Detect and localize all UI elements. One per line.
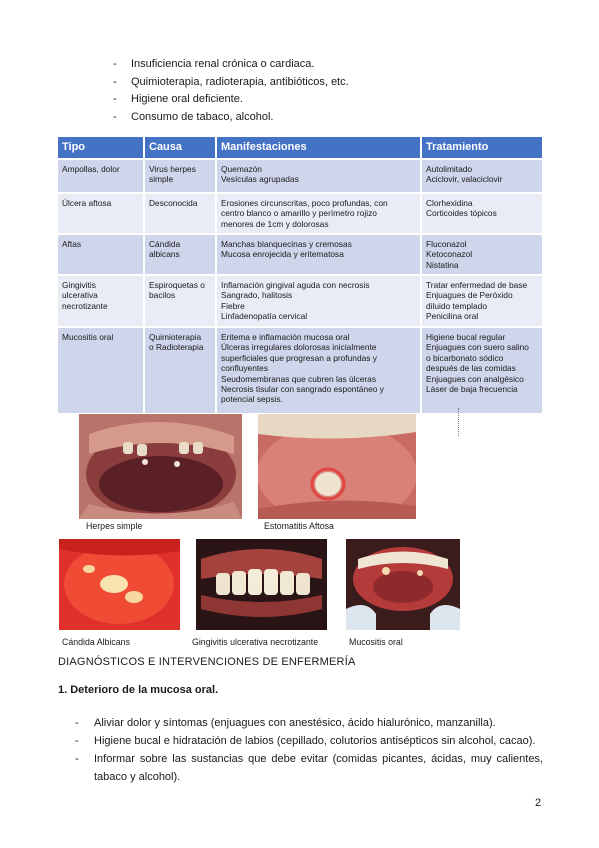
list-item: - Quimioterapia, radioterapia, antibióticos, etc. bbox=[113, 75, 349, 88]
photo-caption: Mucositis oral bbox=[349, 637, 403, 647]
table-header-row bbox=[58, 137, 542, 159]
header-causa: Causa bbox=[144, 137, 216, 159]
list-item: - Insuficiencia renal crónica o cardiaca. bbox=[113, 58, 315, 70]
cell-tratamiento: Fluconazol Ketoconazol Nistatina bbox=[421, 234, 542, 275]
herpes-simple-photo bbox=[79, 414, 242, 519]
bottom-bullet-list bbox=[75, 714, 543, 786]
candida-albicans-photo bbox=[59, 539, 180, 630]
estomatitis-aftosa-photo bbox=[258, 414, 416, 519]
section-title: DIAGNÓSTICOS E INTERVENCIONES DE ENFERMERÍA bbox=[58, 656, 356, 668]
cell-manifestaciones: Quemazón Vesículas agrupadas bbox=[216, 159, 421, 193]
table-row bbox=[58, 234, 542, 275]
cell-causa: Espiroquetas o bacilos bbox=[144, 275, 216, 327]
list-item: - Higiene bucal e hidratación de labios (cepillado, colutorios antisépticos sin alcohol, cacao). bbox=[75, 735, 536, 747]
page-number: 2 bbox=[535, 797, 542, 809]
cell-causa: Cándida albicans bbox=[144, 234, 216, 275]
table-row bbox=[58, 275, 542, 327]
cell-manifestaciones: Manchas blanquecinas y cremosas Mucosa enrojecida y eritematosa bbox=[216, 234, 421, 275]
table-row bbox=[58, 159, 542, 193]
header-tipo: Tipo bbox=[58, 137, 144, 159]
list-item: - Aliviar dolor y síntomas (enjuagues con anestésico, ácido hialurónico, manzanilla). bbox=[75, 717, 496, 729]
cell-causa: Virus herpes simple bbox=[144, 159, 216, 193]
header-tratamiento: Tratamiento bbox=[421, 137, 542, 159]
cell-tratamiento: Higiene bucal regular Enjuagues con suero salino o bicarbonato sódico después de las comidas Enjuagues con analgésico Láser de baja frecuencia bbox=[421, 327, 542, 413]
list-item: - Higiene oral deficiente. bbox=[113, 93, 243, 105]
oral-lesions-table bbox=[58, 137, 542, 413]
cell-tipo: Úlcera aftosa bbox=[58, 193, 144, 234]
photo-caption: Herpes simple bbox=[86, 521, 143, 531]
photo-caption: Estomatitis Aftosa bbox=[264, 521, 334, 531]
top-bullet-list bbox=[113, 56, 533, 126]
subsection-title: 1. Deterioro de la mucosa oral. bbox=[58, 684, 219, 696]
header-manifestaciones: Manifestaciones bbox=[216, 137, 421, 159]
cell-causa: Quimioterapia o Radioterapia bbox=[144, 327, 216, 413]
table-row bbox=[58, 327, 542, 413]
cell-tratamiento: Tratar enfermedad de base Enjuagues de Peróxido diluido templado Penicilina oral bbox=[421, 275, 542, 327]
cell-tipo: Aftas bbox=[58, 234, 144, 275]
cell-manifestaciones: Erosiones circunscritas, poco profundas, con centro blanco o amarillo y perímetro rojizo menores de 1cm y dolorosas bbox=[216, 193, 421, 234]
cell-manifestaciones: Eritema e inflamación mucosa oral Úlceras irregulares dolorosas inicialmente superficiales que progresan a profundas y confluyentes Seudomembranas que cubren las úlceras Necrosis tisular con sangrado espontáneo y potencial sepsis. bbox=[216, 327, 421, 413]
gingivitis-photo bbox=[196, 539, 327, 630]
list-item: - Consumo de tabaco, alcohol. bbox=[113, 110, 274, 123]
cell-manifestaciones: Inflamación gingival aguda con necrosis Sangrado, halitosis Fiebre Linfadenopatía cervical bbox=[216, 275, 421, 327]
list-item: - Informar sobre las sustancias que debe evitar (comidas picantes, ácidas, muy calientes, tabaco y alcohol). bbox=[75, 753, 543, 783]
cell-tipo: Gingivitis ulcerativa necrotizante bbox=[58, 275, 144, 327]
table-row bbox=[58, 193, 542, 234]
cell-tratamiento: Clorhexidina Corticoides tópicos bbox=[421, 193, 542, 234]
cell-tratamiento: Autolimitado Aciclovir, valaciclovir bbox=[421, 159, 542, 193]
dotted-divider bbox=[458, 408, 459, 436]
photo-caption: Cándida Albicans bbox=[62, 637, 130, 647]
cell-tipo: Mucositis oral bbox=[58, 327, 144, 413]
photo-caption: Gingivitis ulcerativa necrotizante bbox=[192, 637, 319, 647]
mucositis-oral-photo bbox=[346, 539, 460, 630]
cell-tipo: Ampollas, dolor bbox=[58, 159, 144, 193]
cell-causa: Desconocida bbox=[144, 193, 216, 234]
